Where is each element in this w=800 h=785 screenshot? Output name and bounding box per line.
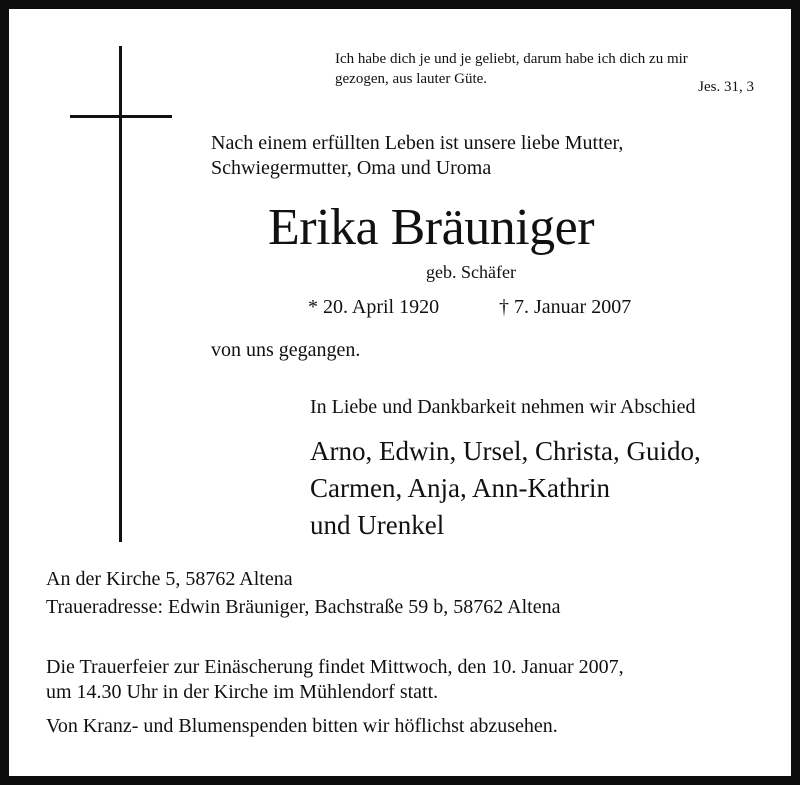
intro-line: Nach einem erfüllten Leben ist unsere liebe Mutter, (211, 132, 624, 154)
cross-icon-bar (70, 115, 172, 118)
passed-away-text: von uns gegangen. (211, 339, 361, 361)
verse-reference: Jes. 31, 3 (698, 79, 754, 95)
birth-date: * 20. April 1920 (308, 296, 440, 318)
address-block (46, 565, 560, 621)
verse-line: Ich habe dich je und je geliebt, darum habe ich dich zu mir (335, 51, 688, 67)
family-line: und Urenkel (310, 510, 445, 540)
family-line: Carmen, Anja, Ann-Kathrin (310, 473, 610, 503)
ceremony-line: Die Trauerfeier zur Einäscherung findet Mittwoch, den 10. Januar 2007, (46, 656, 624, 678)
family-names (310, 433, 701, 544)
deceased-name: Erika Bräuniger (268, 199, 595, 256)
intro-line: Schwiegermutter, Oma und Uroma (211, 157, 492, 179)
verse-line: gezogen, aus lauter Güte. (335, 71, 488, 87)
flowers-note: Von Kranz- und Blumenspenden bitten wir höflichst abzusehen. (46, 715, 558, 737)
birth-name: geb. Schäfer (426, 262, 516, 282)
death-date: † 7. Januar 2007 (499, 296, 632, 318)
ceremony-info (46, 655, 624, 705)
family-line: Arno, Edwin, Ursel, Christa, Guido, (310, 436, 701, 466)
intro-text (211, 131, 623, 181)
mourning-address-line: Traueradresse: Edwin Bräuniger, Bachstraße 59 b, 58762 Altena (46, 596, 561, 618)
ceremony-line: um 14.30 Uhr in der Kirche im Mühlendorf statt. (46, 681, 439, 703)
farewell-text: In Liebe und Dankbarkeit nehmen wir Abschied (310, 396, 696, 418)
cross-icon (119, 46, 122, 542)
address-line: An der Kirche 5, 58762 Altena (46, 568, 293, 590)
